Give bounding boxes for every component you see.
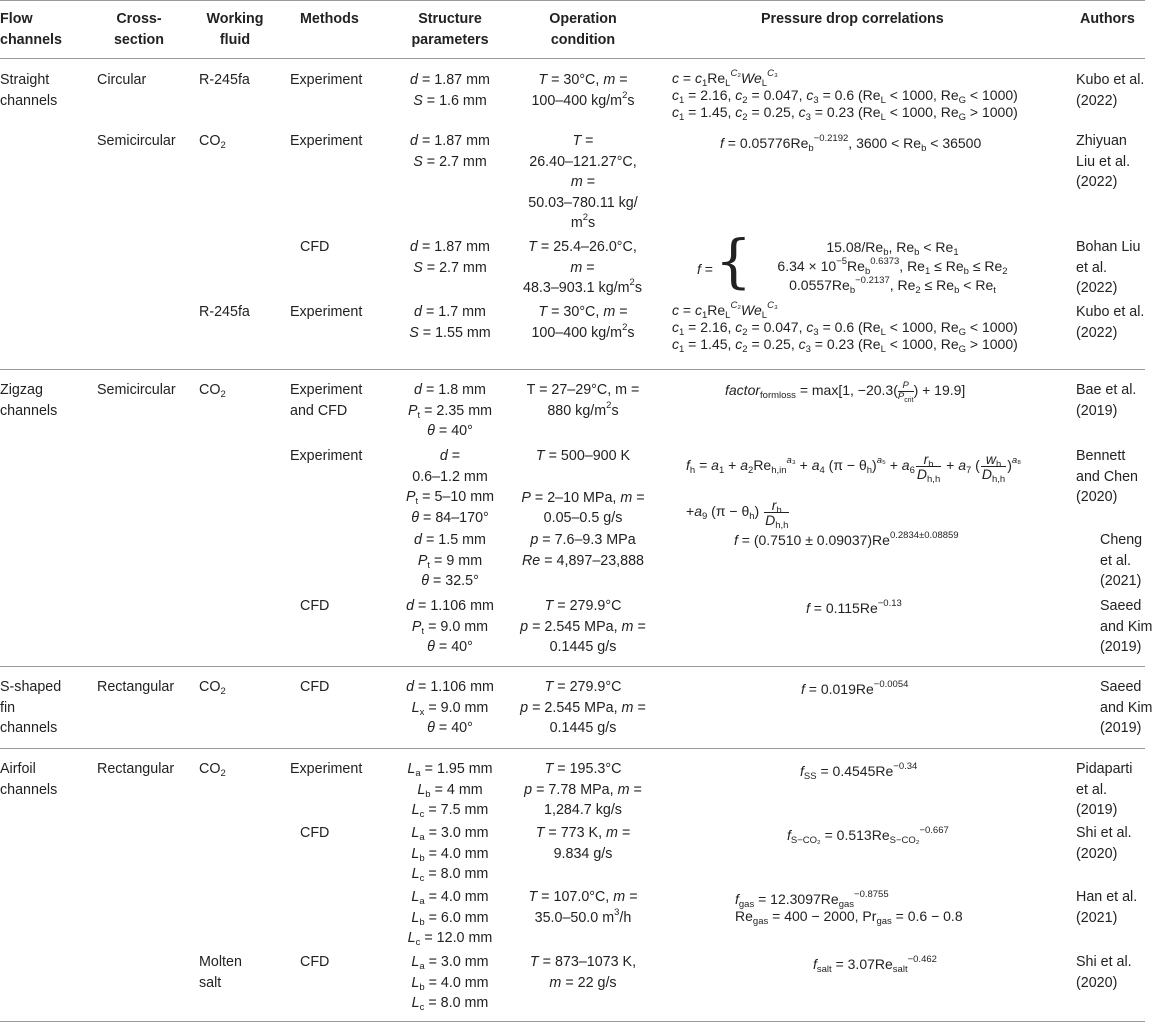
operation-a2: T = 773 K, m = 9.834 g/s bbox=[515, 823, 651, 864]
correlation-bohan-f: f = bbox=[697, 261, 713, 277]
value: 0.047 bbox=[763, 87, 799, 103]
value: CO bbox=[199, 133, 221, 149]
value: 0.6–1.2 mm bbox=[412, 468, 488, 485]
group-label: S-shaped bbox=[0, 679, 62, 695]
author-text: Kubo et al. bbox=[1076, 304, 1145, 320]
value: 3600 < Re bbox=[856, 135, 922, 151]
author-han bbox=[1076, 887, 1137, 928]
value: CO bbox=[199, 382, 221, 398]
value: Molten bbox=[199, 954, 242, 970]
author-text: Bennett bbox=[1076, 448, 1126, 464]
author-text: (2020) bbox=[1076, 845, 1118, 862]
operation-o2: T = 26.40–121.27°C, m = 50.03–780.11 kg/ $m^2s$ bbox=[518, 131, 648, 234]
group-rule bbox=[0, 666, 1145, 667]
value: −0.2137 bbox=[855, 275, 890, 286]
header-text: Flow bbox=[0, 11, 33, 27]
value: = 12.3097Re bbox=[758, 891, 839, 907]
value: −0.0054 bbox=[873, 679, 909, 690]
author-kubo1 bbox=[1076, 70, 1144, 111]
operation-z1: T = 27–29°C, m = 880 $kg/m^2s$ bbox=[515, 380, 651, 421]
value: < 36500 bbox=[930, 135, 982, 151]
value: 0.23 bbox=[826, 104, 855, 120]
value: = 84–170° bbox=[423, 509, 489, 526]
correlation-shi1: $f_{S-CO_2} = 0.513Re_{S-CO_2}^{-0.667}$ bbox=[787, 825, 949, 846]
table-top-rule bbox=[0, 0, 1145, 1]
value: CO bbox=[199, 761, 221, 777]
value: = 32.5° bbox=[432, 573, 479, 589]
author-text: and Kim bbox=[1100, 699, 1152, 716]
structure-z2: d = 0.6–1.2 mm $P_t = 5-10$ mm θ = 84–170° bbox=[395, 446, 505, 528]
author-saeed2 bbox=[1100, 677, 1152, 739]
value: = bbox=[619, 72, 628, 88]
value: 1.45 bbox=[700, 336, 728, 352]
value: salt bbox=[199, 974, 222, 991]
operation-z3: p = 7.6–9.3 MPa Re = 4,897–23,888 bbox=[521, 532, 645, 569]
value: = max[1, −20.3( bbox=[799, 382, 898, 398]
author-text: et al. bbox=[1076, 781, 1107, 798]
header-text: condition bbox=[550, 31, 616, 48]
value: = 12.0 mm bbox=[424, 930, 493, 946]
value: 2 bbox=[220, 389, 226, 400]
value: = 1.106 mm bbox=[418, 679, 494, 695]
cross-section-circular: Circular bbox=[97, 72, 147, 88]
value: = 3.0 mm bbox=[428, 954, 489, 970]
value: = 107.0°C, bbox=[541, 889, 610, 905]
value: = 1.55 mm bbox=[422, 324, 491, 341]
value: 0.1445 g/s bbox=[549, 639, 617, 655]
header-text: channels bbox=[0, 31, 62, 48]
author-text: and Kim bbox=[1100, 618, 1152, 635]
method-cfd: CFD bbox=[300, 598, 330, 614]
value: = 1.5 mm bbox=[425, 532, 486, 548]
structure-s1: d = 1.87 mm S = 1.6 mm bbox=[410, 72, 490, 109]
author-bennett bbox=[1076, 446, 1138, 508]
value: = 1.95 mm bbox=[424, 761, 493, 777]
fluid-r245fa: R-245fa bbox=[199, 72, 250, 88]
value: = 8.0 mm bbox=[428, 866, 489, 882]
value: = 1.87 mm bbox=[421, 239, 490, 255]
operation-a3: T = 107.0°C, m = 35.0–50.0 $m^3/h$ bbox=[528, 889, 638, 926]
author-text: (2022) bbox=[1076, 280, 1118, 296]
author-text: (2019) bbox=[1076, 802, 1118, 818]
header-text: Working bbox=[206, 11, 264, 27]
value: 26.40–121.27°C, bbox=[529, 153, 637, 170]
value: = 30°C, bbox=[551, 72, 600, 88]
header-authors: Authors bbox=[1080, 11, 1135, 27]
value: and CFD bbox=[290, 402, 348, 419]
value: 0.047 bbox=[763, 319, 799, 335]
header-pressure-drop: Pressure drop correlations bbox=[761, 11, 944, 27]
value: 1,284.7 kg/s bbox=[544, 802, 622, 818]
author-shi2 bbox=[1076, 952, 1132, 993]
value: 0.0557Re bbox=[789, 277, 850, 293]
value: s bbox=[627, 92, 635, 109]
structure-a1: $L_a = 1.95$ mm $L_b = 4$ mm $L_c = 7.5$ mm bbox=[407, 761, 493, 820]
value: = 6.0 mm bbox=[428, 909, 489, 926]
value: CO bbox=[199, 679, 221, 695]
value: −0.462 bbox=[907, 954, 937, 965]
value: = 4.0 mm bbox=[428, 974, 489, 991]
author-text: Shi et al. bbox=[1076, 954, 1132, 970]
value: = 30°C, bbox=[551, 304, 600, 320]
value: = 4.0 mm bbox=[428, 845, 489, 862]
structure-z4: d = 1.106 mm $P_t = 9.0$ mm θ = 40° bbox=[406, 598, 494, 655]
value: = 7.78 MPa, bbox=[536, 781, 614, 798]
header-rule bbox=[0, 58, 1145, 59]
value: = (0.7510 ± 0.09037)Re bbox=[741, 532, 890, 548]
author-text: Zhiyuan bbox=[1076, 133, 1127, 149]
value: 0.25 bbox=[763, 104, 791, 120]
author-text: Saeed bbox=[1100, 679, 1142, 695]
value: = 1.106 mm bbox=[418, 598, 494, 614]
value: 0.2834±0.08859 bbox=[889, 530, 959, 541]
value: = bbox=[629, 889, 638, 905]
author-text: Pidaparti bbox=[1076, 761, 1133, 777]
correlation-bae: factor$_{formloss}$ = max[1, −20.3( P $P_{crit}$ ) + 19.9] bbox=[725, 379, 966, 404]
value: = 2.7 mm bbox=[426, 153, 487, 170]
author-text: (2020) bbox=[1076, 489, 1118, 505]
value: = 3.07Re bbox=[835, 956, 893, 972]
structure-z1: d = 1.8 mm $P_t = 2.35$ mm θ = 40° bbox=[407, 382, 493, 439]
value: = 500–900 K bbox=[548, 448, 631, 464]
value: s bbox=[588, 215, 596, 231]
value: = bbox=[637, 699, 646, 716]
value: = 2.35 mm bbox=[424, 402, 493, 419]
value: = bbox=[637, 618, 646, 635]
value: m bbox=[570, 215, 583, 231]
value: = 4,897–23,888 bbox=[544, 552, 645, 569]
value: 35.0–50.0 m bbox=[534, 909, 615, 926]
header-flow-channels bbox=[0, 9, 62, 50]
value: = 0.6 − 0.8 bbox=[895, 908, 963, 924]
fluid-co2 bbox=[199, 380, 226, 401]
author-text: (2019) bbox=[1100, 720, 1142, 736]
group-label: channels bbox=[0, 720, 58, 736]
author-text: Cheng bbox=[1100, 532, 1143, 548]
operation-sh1: T = 279.9°C p = 2.545 MPa, m = 0.1445 g/s bbox=[515, 677, 651, 739]
header-cross-section bbox=[108, 9, 170, 50]
author-text: Bohan Liu bbox=[1076, 239, 1141, 255]
value: 2.16 bbox=[700, 87, 728, 103]
header-text: Cross- bbox=[116, 11, 162, 27]
value: = 1.7 mm bbox=[425, 304, 486, 320]
author-text: (2022) bbox=[1076, 174, 1118, 190]
value: = bbox=[586, 259, 595, 276]
author-text: Liu et al. bbox=[1076, 153, 1131, 170]
operation-o4: T = 30°C, m = 100–400 $kg/m^2s$ bbox=[531, 304, 635, 341]
correlation-han: $f_{gas} = 12.3097Re_{gas}^{-0.8755}$ $Re_{gas} = 400 - 2000$, $Pr_{gas} = 0.6 - 0.8$ bbox=[735, 889, 963, 927]
author-text: (2021) bbox=[1076, 909, 1118, 926]
value: 0.6 bbox=[834, 87, 855, 103]
value: 0.23 bbox=[826, 336, 855, 352]
author-zliu bbox=[1076, 131, 1130, 193]
value: = 7.6–9.3 MPa bbox=[542, 532, 636, 548]
structure-s2: d = 1.87 mm S = 2.7 mm bbox=[410, 133, 490, 170]
operation-a4: T = 873–1073 K, m = 22 g/s bbox=[529, 954, 637, 991]
method-experiment: Experiment bbox=[290, 133, 363, 149]
value: = 9.0 mm bbox=[428, 699, 489, 716]
value: = 279.9°C bbox=[557, 598, 622, 614]
value: 100–400 kg/m bbox=[531, 324, 623, 341]
value: = 22 g/s bbox=[565, 974, 617, 991]
group-rule bbox=[0, 748, 1145, 749]
structure-sh1: d = 1.106 mm $L_x = 9.0$ mm θ = 40° bbox=[406, 679, 494, 736]
author-text: Kubo et al. bbox=[1076, 72, 1145, 88]
correlation-cheng: $f = (0.7510 \pm 0.09037)Re^{0.2834\pm 0.08859}$ bbox=[734, 530, 959, 548]
value: = 1.8 mm bbox=[425, 382, 486, 398]
value: −0.667 bbox=[919, 825, 949, 836]
value: = bbox=[633, 781, 642, 798]
method-experiment: Experiment bbox=[290, 448, 363, 464]
value: 48.3–903.1 kg/m bbox=[523, 280, 630, 296]
structure-s3: d = 1.87 mm S = 2.7 mm bbox=[410, 239, 490, 276]
brace-symbol: { bbox=[715, 227, 752, 295]
operation-a1: T = 195.3°C p = 7.78 MPa, m = 1,284.7 kg/s bbox=[515, 759, 651, 821]
fluid-r245fa: R-245fa bbox=[199, 304, 250, 320]
value: = bbox=[621, 825, 631, 841]
method-cfd: CFD bbox=[300, 954, 330, 970]
cross-section-rectangular: Rectangular bbox=[97, 679, 175, 695]
value: = 25.4–26.0°C, bbox=[540, 239, 637, 255]
method-experiment: Experiment bbox=[290, 304, 363, 320]
value: Experiment bbox=[290, 382, 363, 398]
value: = 0.019Re bbox=[808, 681, 874, 697]
fluid-molten-salt bbox=[199, 952, 242, 993]
header-methods: Methods bbox=[300, 11, 359, 27]
author-text: et al. bbox=[1076, 259, 1107, 276]
value: = 4 mm bbox=[434, 781, 483, 798]
header-text: parameters bbox=[411, 31, 489, 48]
value: = 2.7 mm bbox=[426, 259, 487, 276]
value: = 9 mm bbox=[434, 552, 483, 569]
value: = bbox=[619, 304, 628, 320]
correlation-bennett-1: $f_h = a_1 + a_2Re_{h,in}^{a_3} + a_4$ $(\pi - \theta_h)^{a_5} + a_6$ $\frac{r_h}{D_{h,h}}$ + $a_7$ ( $\frac{w_h}{D_{h,h}}$ )$^{a_8}$ bbox=[686, 451, 1022, 485]
value: = 40° bbox=[438, 423, 473, 439]
cross-section-rectangular: Rectangular bbox=[97, 761, 175, 777]
value: 0.6 bbox=[834, 319, 855, 335]
value: 2.16 bbox=[700, 319, 728, 335]
group-sshaped bbox=[0, 677, 61, 739]
value: −0.34 bbox=[893, 761, 918, 772]
value: /h bbox=[619, 909, 632, 926]
header-text: section bbox=[113, 31, 165, 48]
value: = 9.0 mm bbox=[428, 618, 489, 635]
value: 50.03–780.11 kg/ bbox=[528, 194, 638, 211]
fluid-co2 bbox=[199, 131, 226, 152]
method-experiment: Experiment bbox=[290, 72, 363, 88]
value: = 4.0 mm bbox=[428, 889, 489, 905]
cross-section-semicircular: Semicircular bbox=[97, 382, 176, 398]
operation-z4: T = 279.9°C p = 2.545 MPa, m = 0.1445 g/s bbox=[515, 596, 651, 658]
author-text: Shi et al. bbox=[1076, 825, 1132, 841]
value: = 279.9°C bbox=[557, 679, 622, 695]
value: = 1.6 mm bbox=[426, 92, 487, 109]
value: = 195.3°C bbox=[557, 761, 622, 777]
operation-z2: T = 500–900 K P = 2–10 MPa, m = 0.05–0.5 g/s bbox=[515, 446, 651, 529]
method-cfd: CFD bbox=[300, 679, 330, 695]
table-bottom-rule bbox=[0, 1021, 1145, 1022]
value: 2 bbox=[220, 686, 226, 697]
author-text: Han et al. bbox=[1076, 889, 1138, 905]
group-zigzag bbox=[0, 380, 57, 421]
group-label: Airfoil bbox=[0, 761, 36, 777]
method-cfd: CFD bbox=[300, 239, 330, 255]
value: = 0.513Re bbox=[824, 827, 890, 843]
author-pidaparti bbox=[1076, 759, 1132, 821]
value: s bbox=[634, 280, 642, 296]
group-airfoil bbox=[0, 759, 57, 800]
value: 100–400 kg/m bbox=[531, 92, 623, 109]
correlation-kubo2: $c = c_1Re_L^{C_2}We_L^{C_3}$ $c_1 = 2.16$, $c_2 = 0.047$, $c_3 = 0.6$ ($Re_L < 1000$, $Re_G < 1000$) $c_1 = 1.45$, $c_2 = 0.25$, $c_3 = 0.23$ ($Re_L < 1000$, $Re_G > 1000$) bbox=[672, 300, 1018, 355]
group-label: Straight bbox=[0, 72, 50, 88]
value: = 8.0 mm bbox=[428, 995, 489, 1011]
value: = 40° bbox=[438, 639, 473, 655]
value: = bbox=[451, 448, 461, 464]
value: 0.25 bbox=[763, 336, 791, 352]
correlation-saeed1: $f = 0.115Re^{-0.13}$ bbox=[806, 598, 902, 616]
author-text: and Chen bbox=[1076, 468, 1139, 485]
method-cfd: CFD bbox=[300, 825, 330, 841]
structure-z3: d = 1.5 mm $P_t = 9$ mm θ = 32.5° bbox=[414, 532, 486, 589]
value: = 1.87 mm bbox=[421, 133, 490, 149]
value: = 40° bbox=[438, 720, 473, 736]
group-rule bbox=[0, 369, 1145, 370]
value: = bbox=[585, 133, 594, 149]
group-label: channels bbox=[0, 402, 58, 419]
author-text: (2022) bbox=[1076, 92, 1118, 109]
group-label: channels bbox=[0, 92, 58, 109]
method-experiment-cfd bbox=[290, 380, 362, 421]
method-experiment: Experiment bbox=[290, 761, 363, 777]
correlation-shi2: $f_{salt} = 3.07Re_{salt}^{-0.462}$ bbox=[813, 954, 937, 975]
value: = 3.0 mm bbox=[428, 825, 489, 841]
value: s bbox=[611, 402, 619, 419]
author-text: Saeed bbox=[1100, 598, 1142, 614]
value: = 1.87 mm bbox=[421, 72, 490, 88]
header-text: fluid bbox=[219, 31, 251, 48]
author-text: (2019) bbox=[1100, 639, 1142, 655]
value: s bbox=[627, 324, 635, 341]
value: = 773 K, bbox=[548, 825, 603, 841]
value: 0.1445 g/s bbox=[549, 720, 617, 736]
correlation-kubo1: $c = c_1Re_L^{C_2}We_L^{C_3}$ $c_1 = 2.16$, $c_2 = 0.047$, $c_3 = 0.6$ ($Re_L < 1000$, $Re_G < 1000$) $c_1 = 1.45$, $c_2 = 0.25$, $c_3 = 0.23$ ($Re_L < 1000$, $Re_G > 1000$) bbox=[672, 68, 1018, 123]
value: T = 27–29°C, m = bbox=[526, 382, 640, 398]
value: 0.6373 bbox=[870, 256, 900, 267]
value: −0.13 bbox=[877, 598, 902, 609]
author-text: Bae et al. bbox=[1076, 382, 1137, 398]
group-label: Zigzag bbox=[0, 382, 43, 398]
value: ) + 19.9] bbox=[913, 382, 966, 398]
correlation-zliu: $f = 0.05776Re_b^{-0.2192}$, $3600 < Re_b < 36500$ bbox=[720, 133, 982, 154]
author-saeed1 bbox=[1100, 596, 1152, 658]
author-text: (2019) bbox=[1076, 402, 1118, 419]
value: = 2.545 MPa, bbox=[532, 618, 618, 635]
correlation-bennett-2: $+a_9$ $(\pi - \theta_h)$ $\frac{r_h}{D_{h,h}}$ bbox=[686, 497, 789, 531]
value: = 400 − 2000, Pr bbox=[772, 908, 877, 924]
fluid-co2 bbox=[199, 759, 226, 780]
header-structure-parameters bbox=[405, 9, 495, 50]
header-text: Operation bbox=[549, 11, 617, 27]
value: 2 bbox=[220, 768, 226, 779]
structure-a3: $L_a = 4.0$ mm $L_b = 6.0$ mm $L_c = 12.0$ mm bbox=[407, 889, 493, 948]
cross-section-semicircular: Semicircular bbox=[97, 133, 176, 149]
header-operation-condition bbox=[538, 9, 628, 50]
value: = 7.5 mm bbox=[428, 802, 489, 818]
structure-a4: $L_a = 3.0$ mm $L_b = 4.0$ mm $L_c = 8.0$ mm bbox=[411, 954, 489, 1013]
value: 15.08/Re bbox=[826, 239, 884, 255]
value: = bbox=[636, 489, 645, 506]
structure-a2: $L_a = 3.0$ mm $L_b = 4.0$ mm $L_c = 8.0$ mm bbox=[411, 825, 489, 884]
author-text: et al. bbox=[1100, 552, 1131, 569]
author-shi1 bbox=[1076, 823, 1132, 864]
value: 1.45 bbox=[700, 104, 728, 120]
group-straight bbox=[0, 70, 57, 111]
author-text: (2022) bbox=[1076, 324, 1118, 341]
value: 9.834 g/s bbox=[553, 845, 613, 862]
value: = 0.4545Re bbox=[820, 763, 894, 779]
correlation-bohan: $15.08/Re_b$, $Re_b < Re_1$ $6.34 \times 10^{-5}Re_b^{0.6373}$, $Re_1 \le Re_b \le Re_2$ $0.0557Re_b^{-0.2137}$, $Re_2 \le Re_b < Re_t$ bbox=[777, 239, 1008, 296]
value: −5 bbox=[836, 256, 848, 267]
value: = 873–1073 K, bbox=[542, 954, 637, 970]
value: = 2.545 MPa, bbox=[532, 699, 618, 716]
structure-s4: d = 1.7 mm S = 1.55 mm bbox=[409, 304, 491, 341]
author-cheng bbox=[1100, 530, 1142, 592]
group-label: channels bbox=[0, 781, 58, 798]
author-text: (2020) bbox=[1076, 974, 1118, 991]
value: 880 kg/m bbox=[547, 402, 607, 419]
value: 2 bbox=[220, 140, 226, 151]
author-bae bbox=[1076, 380, 1136, 421]
author-bliu bbox=[1076, 237, 1140, 299]
correlation-pidaparti: $f_{SS} = 0.4545Re^{-0.34}$ bbox=[800, 761, 918, 782]
value: 6.34 × 10 bbox=[777, 258, 837, 274]
value: = 2–10 MPa, bbox=[534, 489, 617, 506]
operation-o3: T = 25.4–26.0°C, m = 48.3–903.1 $kg/m^2s$ bbox=[523, 239, 642, 296]
header-text: Structure bbox=[418, 11, 482, 27]
value: −0.2192 bbox=[813, 133, 849, 144]
group-label: fin bbox=[0, 699, 16, 716]
value: = bbox=[586, 174, 596, 190]
operation-o1: T = 30°C, m = 100–400 $kg/m^2s$ bbox=[531, 72, 635, 109]
value: = 0.115Re bbox=[813, 600, 878, 616]
header-working-fluid bbox=[199, 9, 271, 50]
correlation-saeed2: $f = 0.019Re^{-0.0054}$ bbox=[801, 679, 909, 697]
fluid-co2 bbox=[199, 677, 226, 698]
value: 0.05776 bbox=[739, 135, 791, 151]
author-kubo2 bbox=[1076, 302, 1144, 343]
value: = 5–10 mm bbox=[422, 489, 495, 505]
author-text: (2021) bbox=[1100, 573, 1142, 589]
value: −0.8755 bbox=[854, 889, 889, 900]
value: 0.05–0.5 g/s bbox=[543, 510, 623, 526]
